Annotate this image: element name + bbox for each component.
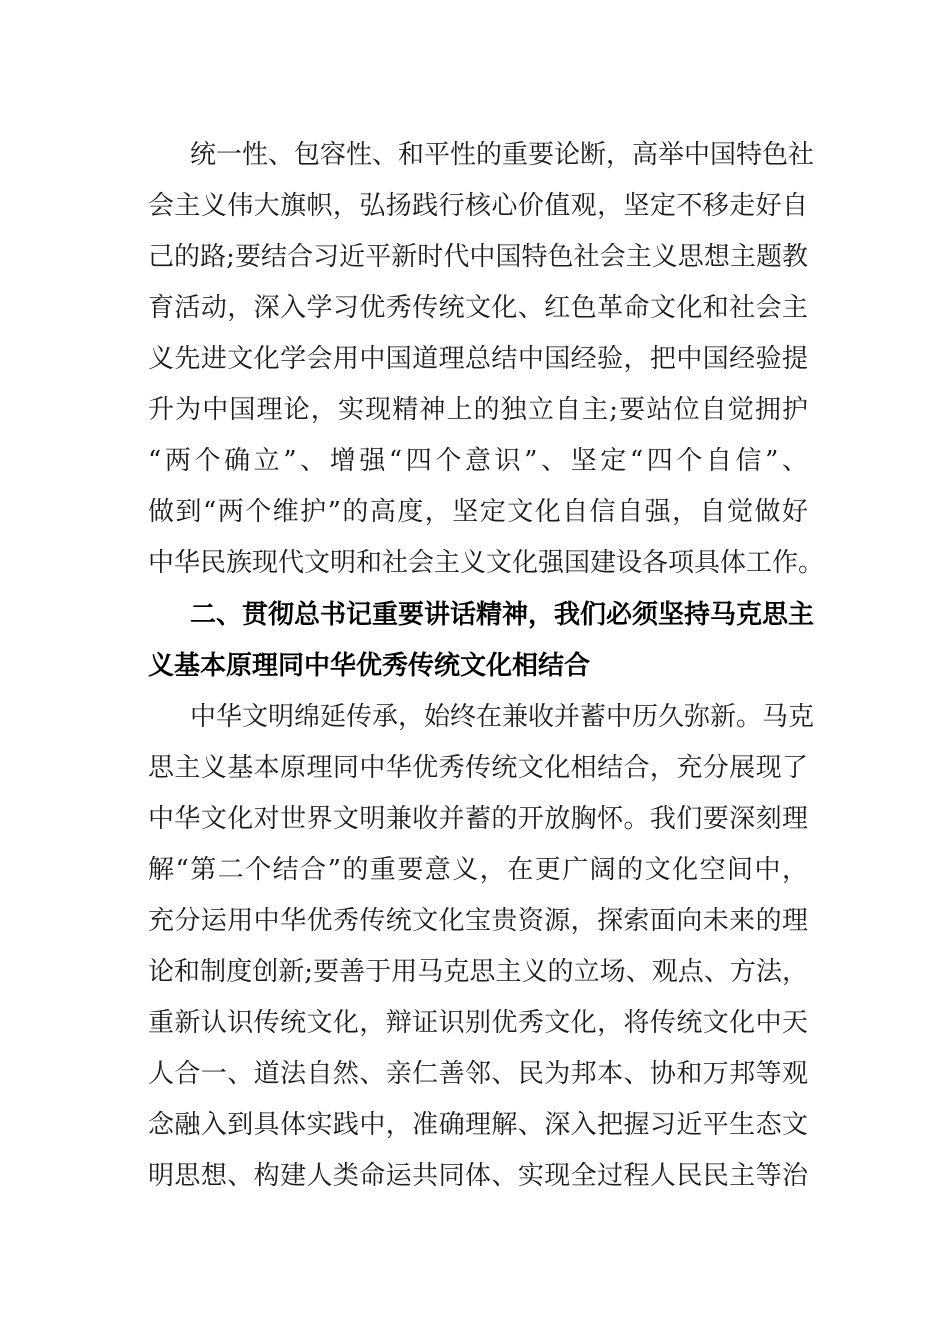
paragraph-1-line: 中华民族现代文明和社会主义文化强国建设各项具体工作。 (148, 548, 825, 578)
paragraph-2-line: 论和制度创新;要善于用马克思主义的立场、观点、方法， (148, 957, 808, 987)
paragraph-2-line: 中华文化对世界文明兼收并蓄的开放胸怀。我们要深刻理 (148, 804, 808, 834)
section-heading-line: 义基本原理同中华优秀传统文化相结合 (148, 651, 591, 681)
paragraph-2-line: 明思想、构建人类命运共同体、实现全过程人民民主等治 (148, 1161, 808, 1191)
paragraph-2-line: 人合一、道法自然、亲仁善邻、民为邦本、协和万邦等观 (148, 1059, 808, 1089)
paragraph-1-line: 己的路;要结合习近平新时代中国特色社会主义思想主题教 (148, 242, 808, 272)
paragraph-1-line: “两个确立”、增强“四个意识”、坚定“四个自信”、 (148, 446, 808, 476)
paragraph-2-line: 中华文明绵延传承，始终在兼收并蓄中历久弥新。马克 (190, 702, 815, 732)
paragraph-1-line: 会主义伟大旗帜，弘扬践行核心价值观，坚定不移走好自 (148, 191, 808, 221)
paragraph-2-line: 念融入到具体实践中，准确理解、深入把握习近平生态文 (148, 1110, 808, 1140)
paragraph-2-line: 解“第二个结合”的重要意义，在更广阔的文化空间中， (148, 855, 808, 885)
paragraph-2-line: 充分运用中华优秀传统文化宝贵资源，探索面向未来的理 (148, 906, 808, 936)
paragraph-1-line: 义先进文化学会用中国道理总结中国经验，把中国经验提 (148, 344, 808, 374)
paragraph-2-line: 思主义基本原理同中华优秀传统文化相结合，充分展现了 (148, 753, 808, 783)
paragraph-1-line: 统一性、包容性、和平性的重要论断，高举中国特色社 (190, 140, 815, 170)
paragraph-1-line: 做到“两个维护”的高度，坚定文化自信自强，自觉做好 (148, 497, 808, 527)
paragraph-1-line: 育活动，深入学习优秀传统文化、红色革命文化和社会主 (148, 293, 808, 323)
section-heading-line: 二、贯彻总书记重要讲话精神，我们必须坚持马克思主 (190, 600, 815, 630)
paragraph-1-line: 升为中国理论，实现精神上的独立自主;要站位自觉拥护 (148, 395, 808, 425)
paragraph-2-line: 重新认识传统文化，辩证识别优秀文化，将传统文化中天 (148, 1008, 808, 1038)
